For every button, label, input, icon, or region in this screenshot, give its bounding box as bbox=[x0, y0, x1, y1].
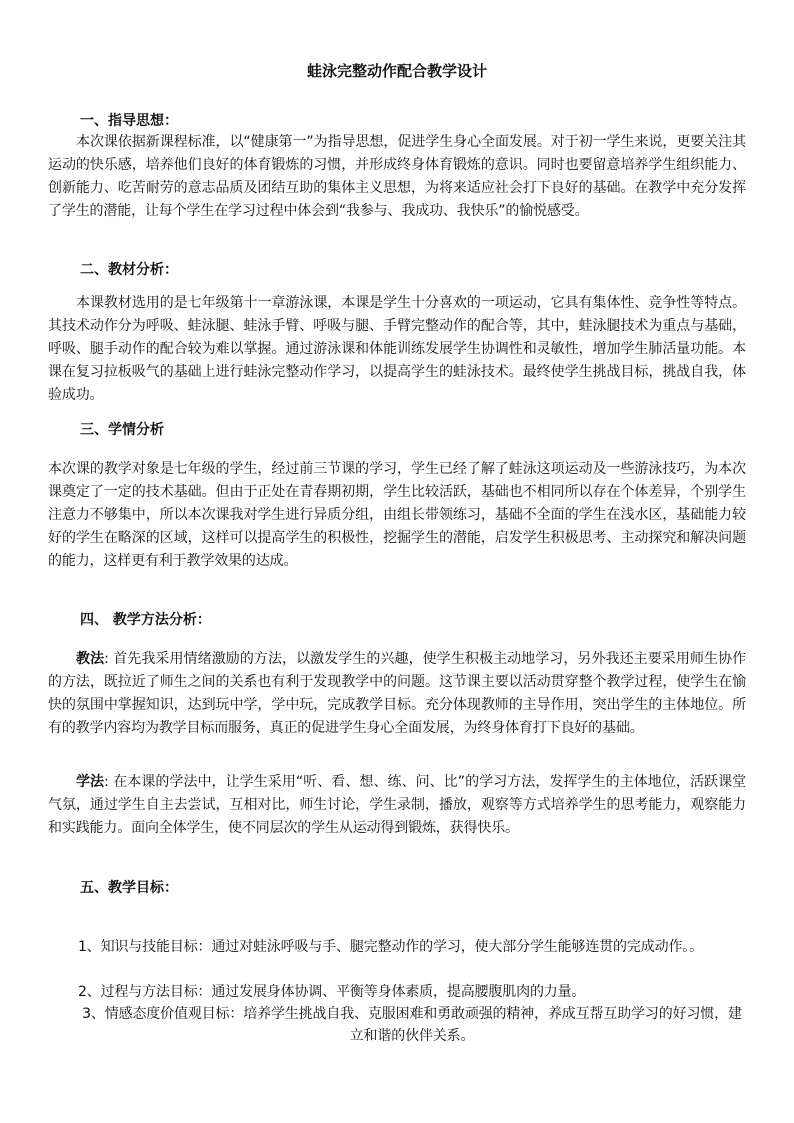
section-heading-goals: 五、教学目标： bbox=[80, 880, 178, 896]
section-body-learners: 本次课的教学对象是七年级的学生，经过前三节课的学习，学生已经了解了蛙泳这项运动及一些游泳技巧，为本次课奠定了一定的技术基础。但由于正处在青春期初期，学生比较活跃，基础也不相同所以存在个体差异，个别学生注意力不够集中，所以本次课我对学生进行异质分组，由组长带领练习，基础不全面的学生在浅水区，基础能力较好的学生在略深的区域，这样可以提高学生的积极性，挖掘学生的潜能，启发学生积极思考、主动探究和解决问题的能力，这样更有利于教学效果的达成。 bbox=[48, 461, 746, 569]
section-heading-material: 二、教材分析： bbox=[80, 262, 178, 278]
document-title: 蛙泳完整动作配合教学设计 bbox=[306, 62, 487, 80]
section-body-guiding: 本次课依据新课程标准，以“健康第一”为指导思想，促进学生身心全面发展。对于初一学生来说，更要关注其运动的快乐感，培养他们良好的体育锻炼的习惯，并形成终身体育锻炼的意识。同时也要留意培养学生组织能力、创新能力、吃苦耐劳的意志品质及团结互助的集体主义思想，为将来适应社会打下良好的基础。在教学中充分发挥了学生的潜能，让每个学生在学习过程中体会到“我参与、我成功、我快乐”的愉悦感受。 bbox=[48, 134, 746, 219]
learning-method-paragraph bbox=[48, 771, 746, 840]
section-heading-methods: 四、 教学方法分析： bbox=[80, 612, 211, 628]
teaching-method-label: 教法 bbox=[76, 651, 105, 667]
section-body-material: 本课教材选用的是七年级第十一章游泳课，本课是学生十分喜欢的一项运动，它具有集体性、竞争性等特点。其技术动作分为呼吸、蛙泳腿、蛙泳手臂、呼吸与腿、手臂完整动作的配合等，其中，蛙泳腿技术为重点与基础，呼吸、腿手动作的配合较为难以掌握。通过游泳课和体能训练发展学生协调性和灵敏性，增加学生肺活量功能。本课在复习拉板吸气的基础上进行蛙泳完整动作学习，以提高学生的蛙泳技术。最终使学生挑战目标，挑战自我，体验成功。 bbox=[48, 295, 746, 403]
section-heading-guiding: 一、指导思想： bbox=[80, 113, 178, 129]
learning-method-text: : 在本课的学法中，让学生采用“听、看、想、练、问、比”的学习方法，发挥学生的主体地位，活跃课堂气氛，通过学生自主去尝试，互相对比，师生讨论，学生录制，播放，观察等方式培养学生的思考能力，观察能力和实践能力。面向全体学生，使不同层次的学生从运动得到锻炼，获得快乐。 bbox=[48, 774, 746, 836]
goal-item-process: 2、过程与方法目标：通过发展身体协调、平衡等身体素质，提高腰腹肌肉的力量。 bbox=[78, 984, 586, 1000]
learning-method-label: 学法 bbox=[76, 774, 105, 790]
goal-item-knowledge: 1、知识与技能目标：通过对蛙泳呼吸与手、腿完整动作的学习，使大部分学生能够连贯的完成动作。。 bbox=[78, 939, 704, 955]
teaching-method-text: : 首先我采用情绪激励的方法，以激发学生的兴趣，使学生积极主动地学习，另外我还主要采用师生协作的方法，既拉近了师生之间的关系也有利于发现教学中的问题。这节课主要以活动贯穿整个教学过程，使学生在愉快的氛围中掌握知识，达到玩中学，学中玩，完成教学目标。充分体现教师的主导作用，突出学生的主体地位。所有的教学内容均为教学目标而服务，真正的促进学生身心全面发展，为终身体育打下良好的基础。 bbox=[48, 651, 746, 736]
section-heading-learners: 三、学情分析 bbox=[80, 422, 164, 438]
goal-item-attitude: 3、情感态度价值观目标：培养学生挑战自我、克服困难和勇敢顽强的精神，养成互帮互助学习的好习惯，建立和谐的伙伴关系。 bbox=[82, 1006, 742, 1044]
teaching-method-paragraph bbox=[48, 648, 746, 740]
